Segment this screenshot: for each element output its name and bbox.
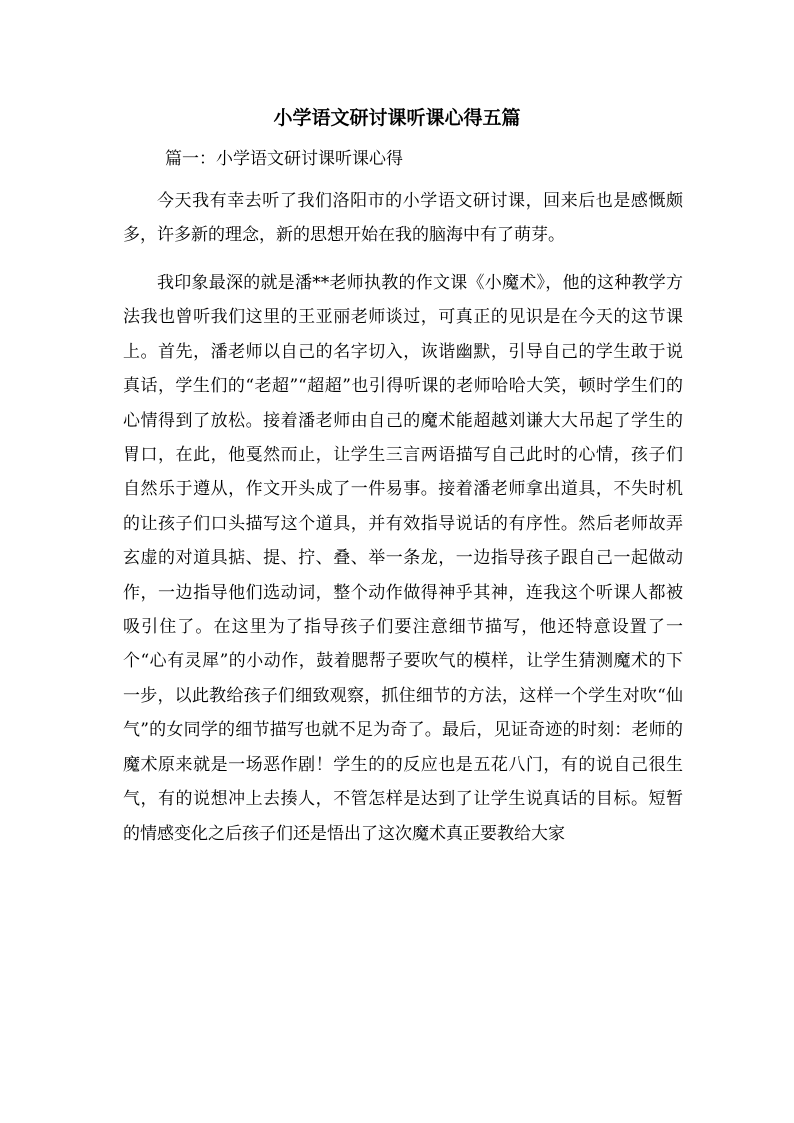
paragraph: 今天我有幸去听了我们洛阳市的小学语文研讨课，回来后也是感慨颇多，许多新的理念，新的思想开始在我的脑海中有了萌芽。 [123, 191, 683, 246]
section-heading: 篇一：小学语文研讨课听课心得 [165, 149, 403, 169]
document-title: 小学语文研讨课听课心得五篇 [273, 107, 521, 129]
paragraph: 我印象最深的就是潘**老师执教的作文课《小魔术》，他的这种教学方法我也曾听我们这里的王亚丽老师谈过，可真正的见识是在今天的这节课上。首先，潘老师以自己的名字切入，诙谐幽默，引导自己的学生敢于说真话，学生们的“老超”“超超”也引得听课的老师哈哈大笑，顿时学生们的心情得到了放松。接着潘老师由自己的魔术能超越刘谦大大吊起了学生的胃口，在此，他戛然而止，让学生三言两语描写自己此时的心情，孩子们自然乐于遵从，作文开头成了一件易事。接着潘老师拿出道具，不失时机的让孩子们口头描写这个道具，并有效指导说话的有序性。然后老师故弄玄虚的对道具掂、提、拧、叠、举一条龙，一边指导孩子跟自己一起做动作，一边指导他们选动词，整个动作做得神乎其神，连我这个听课人都被吸引住了。在这里为了指导孩子们要注意细节描写，他还特意设置了一个“心有灵犀”的小动作，鼓着腮帮子要吹气的模样，让学生猜测魔术的下一步，以此教给孩子们细致观察，抓住细节的方法，这样一个学生对吹“仙气”的女同学的细节描写也就不足为奇了。最后，见证奇迹的时刻：老师的魔术原来就是一场恶作剧！学生的的反应也是五花八门，有的说自己很生气，有的说想冲上去揍人，不管怎样是达到了让学生说真话的目标。短暂的情感变化之后孩子们还是悟出了这次魔术真正要教给大家 [123, 273, 683, 844]
